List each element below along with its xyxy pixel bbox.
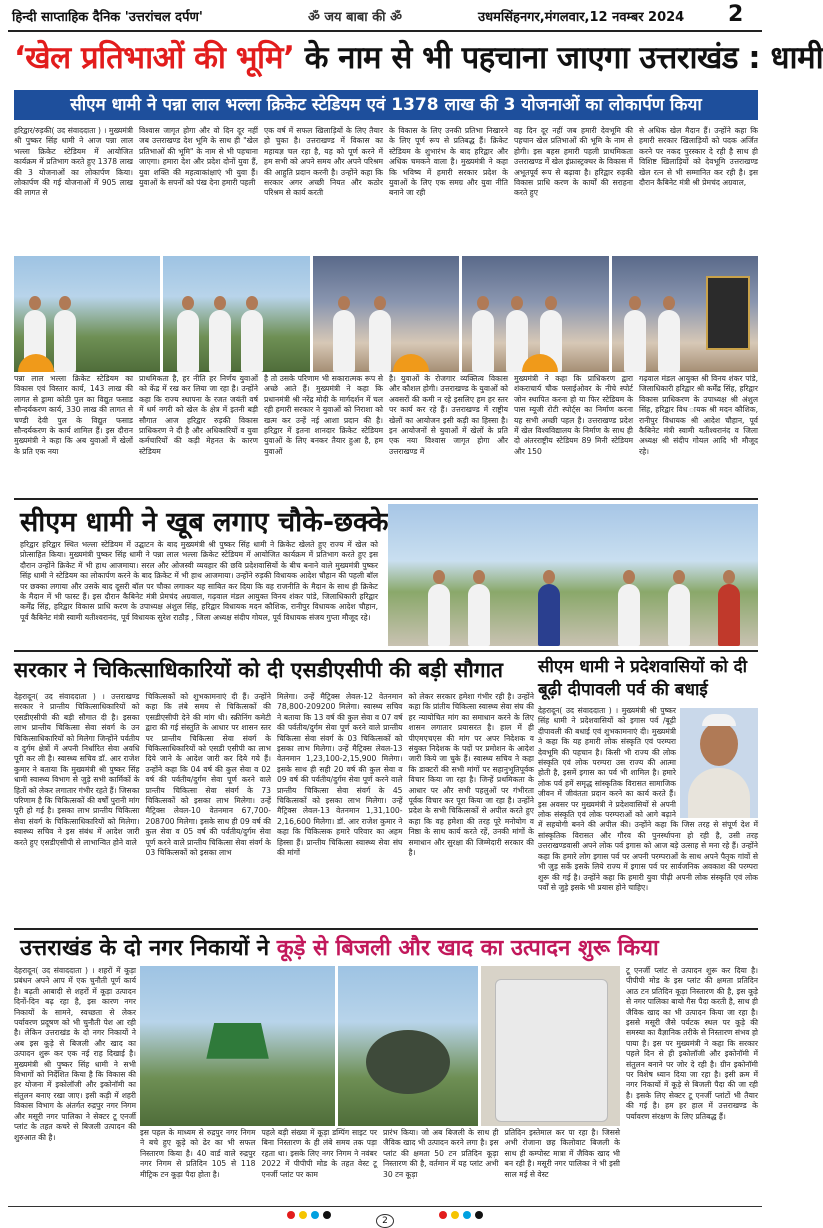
waste-col: प्रारंभ किया। जो अब बिजली के साथ ही जैविक खाद भी उत्पादन करने लगा है। इस प्लांट की क्षमता 50 टन प्रतिदिन कूड़ा निस्तारण की है, वर्तमान में यह प्लांट अभी 30 टन कूड़ा — [383, 1128, 499, 1179]
photo-ceremony-3 — [313, 256, 459, 372]
footer-page-mark: 2 — [376, 1214, 394, 1228]
lead-col: मुख्यमंत्री ने कहा कि प्राधिकरण द्वारा शंकराचार्य चौक फ्लाईओवर के नीचे स्पोर्ट जोन स्थापित करना हो या फिर स्टेडियम के पास म्यूजी रोटी स्पोर्ट्स का निर्माण करना यह सभी अच्छी पहल है। उत्तराखण्ड प्रदेश में खेल विश्वविद्यालय के निर्माण के साथ ही दो अंतरराष्ट्रीय स्टेडियम 89 मिनी स्टेडियम और 150 — [514, 374, 633, 456]
lead-col: है। युवाओं के रोजगार व्यक्तित्व विकास और कौशल होगी। उत्तराखण्ड के युवाओं को अवसरों की कमी न रहे इसलिए हम हर स्तर पर कार्य कर रहे हैं। उत्तराखण्ड में राष्ट्रीय खेलों का आयोजन इसी कड़ी का हिस्सा है। इन आयोजनों से युवाओं में खेलों के प्रति एक नया विश्वास जागृत होगा और उत्तराखण्ड में — [389, 374, 508, 456]
photo-compost-tanks — [338, 966, 477, 1126]
lead-col: प्राथमिकता है, हर नीति हर निर्णय युवाओं को केंद्र में रख कर लिया जा रहा है। उन्होंने कहा कि राज्य स्थापना के रजत जयंती वर्ष में धर्म नगरी को खेल के क्षेत्र में इतनी बड़ी सौगात आज हरिद्वार रुड़की विकास प्राधिकरण ने दी है और अधिकारियों व युवा कर्मचारियों की कड़ी मेहनत के कारण स्टेडियम — [139, 374, 258, 456]
lead-col: के विकास के लिए उनकी प्रतिभा निखारने के लिए पूर्ण रूप से प्रतिबद्ध हैं। क्रिकेट स्टेडियम के शुभारंभ के बाद हरिद्वार और अधिक चमकने वाला है। मुख्यमंत्री ने कहा कि भविष्य में हमारी सरकार प्रदेश के युवाओं के लिए एक समग्र और युवा नीति बनाने जा रही — [389, 126, 508, 198]
igas-block — [538, 706, 758, 926]
photo-ceremony-1 — [14, 256, 160, 372]
medical-col: को लेकर सरकार हमेशा गंभीर रही है। उन्होंने कहा कि प्रांतीय चिकित्सा स्वास्थ्य सेवा संघ की हर न्यायोचित मांग का समाधान करने के लिए शासन लगातार प्रयासरत है। हाल में ही पीएमएचएस की मांग पर अपर निदेशक व संयुक्त निदेशक के पदों पर प्रमोशन के आदेश जारी किये जा चुके हैं। स्वास्थ्य सचिव ने कहा कि डाक्टरों की सभी मांगों पर सहानुभूतिपूर्वक विचार किया जा रहा है। जिन्हें प्रथमिकता के आधार पर और सभी पहलुओं पर गंभीरता पूर्वक विचार कर पूरा किया जा रहा है। उन्होंने प्रदेश के सभी चिकित्सकों से अपील करते हुए कहा कि वह हमेशा की तरह पूरे मनोयोग व निष्ठा के साथ कार्य करते रहें, उनकी मांगों के समाधान और सुरक्षा की जिम्मेदारी सरकार की है। — [408, 692, 534, 858]
lead-photo-strip — [14, 256, 758, 372]
newspaper-name: हिन्दी साप्ताहिक दैनिक 'उत्तरांचल दर्पण' — [12, 10, 203, 25]
medical-columns — [14, 692, 534, 926]
igas-headline: सीएम धामी ने प्रदेशवासियों को दी बूढ़ी दीपावली पर्व की बधाई — [538, 657, 748, 700]
waste-col: पहले बड़ी संख्या में कूड़ा डम्पिंग साइट पर बिना निस्तारण के ही लंबे समय तक पड़ा रहता था। इसके लिए नगर निगम ने नवंबर 2022 में पीपीपी मोड के तहत वेस्ट टू एनर्जी प्लांट पर काम — [261, 1128, 377, 1179]
medical-col: मिलेगा। उन्हें मैट्रिक्स लेवल-12 वेतनमान 78,800-209200 मिलेगा। स्वास्थ्य सचिव ने बताया कि 13 वर्ष की कुल सेवा व 07 वर्ष की पर्वतीय/दुर्गम सेवा पूर्ण करने वाले प्रान्तीय चिकित्सा सेवा संवर्ग के 03 चिकित्सकों को इसका लाभ मिलेगा। उन्हें मैट्रिक्स लेवल-13 वेतनमान 1,23,100-2,15,900 मिलेगा। इसके साथ ही सही 20 वर्ष की कुल सेवा व 09 वर्ष की पर्वतीय/दुर्गम सेवा पूर्ण करने वाले प्रान्तीय चिकित्सा सेवा संवर्ग के 45 चिकित्सकों को इसका लाभ मिलेगा। उन्हें मैट्रिक्स लेवल-13 वेतनमान 1,31,100-2,16,600 मिलेगा। डॉ. आर राजेश कुमार ने कहा कि चिकित्सक हमारे परिवार का अहम हिस्सा हैं। प्रान्तीय चिकित्सा स्वास्थ्य सेवा संघ की मांगों — [277, 692, 403, 858]
lead-columns-bottom — [14, 374, 758, 496]
lead-col: हरिद्वार/रुड़की( उद संवाददाता ) । मुख्यमंत्री श्री पुष्कर सिंह धामी ने आज पन्ना लाल भल्ला क्रिकेट स्टेडियम में आयोजित कार्यक्रम में प्रतिभाग करते हुए 1378 लाख की 3 योजनाओं का लोकार्पण किया। लोकार्पण की गई योजनाओं में 905 लाख की लागत से — [14, 126, 133, 198]
igas-body: देहरादून( उद संवाददाता ) । मुख्यमंत्री श्री पुष्कर सिंह धामी ने प्रदेशवासियों को इगास पर्व /बूढ़ी दीपावली की बधाई एवं शुभकामनाएं दी। मुख्यमंत्री ने कहा कि यह हमारी लोक संस्कृति एवं परम्परा देवभूमि की पहचान है। किसी भी राज्य की लोक संस्कृति एवं लोक परम्परा उस राज्य की आत्मा होती है, इसमें इगास का पर्व भी शामिल है। हमारे लोक पर्व हमें समृद्ध सांस्कृतिक विरासत सामाजिक जीवन में जीवंतता प्रदान करने का कार्य करते हैं। इस अवसर पर मुख्यमंत्री ने प्रदेशवासियों से अपनी लोक संस्कृति एवं लोक परम्पराओं को आगे बढ़ाने में सहयोगी बनने की अपील की। उन्होंने कहा कि जिस तरह से संपूर्ण देश में सांस्कृतिक विरासत और गौरव की पुनर्स्थापना हो रही है, उसी तरह उत्तराखण्डवासी अपने लोक पर्व इगास को आज बड़े उत्साह से मना रहे हैं। उन्होंने कहा कि हमारे लोग इगास पर्व पर अपनी परम्पराओं के साथ अपने पैतृक गांवों से भी जुड़ सकें इसके लिये राज्य में इगास पर्व पर सार्वजनिक अवकाश की परम्परा शुरू की गई है। उन्होंने कहा कि हमारी युवा पीढ़ी अपनी लोक संस्कृति एवं लोक पर्वों से जुड़े इसके भी प्रयास होने चाहिए। — [538, 706, 758, 892]
photo-ceremony-2 — [163, 256, 309, 372]
lead-col: से अधिक खेल मैदान हैं। उन्होंने कहा कि हमारी सरकार खिलाड़ियों को पदक अर्जित करने पर नकद पुरस्कार दे रही है साथ ही विशिष्ट खिलाड़ियों को देवभूमि उत्तराखण्ड खेल रत्न से भी सम्मानित कर रही है। इस दौरान कैबिनेट मंत्री श्री प्रेमचंद अग्रवाल, — [639, 126, 758, 188]
waste-col-right: टू एनर्जी प्लांट से उत्पादन शुरू कर दिया है। पीपीपी मोड के इस प्लांट की क्षमता प्रतिदिन आठ टन प्रतिदिन कूड़ा निस्तारण की है, इस कूड़े से नगर पालिका बायो गैस पैदा करती है, साथ ही जैविक खाद का भी उत्पादन किया जा रहा है। इससे मसूरी जैसे पर्यटक स्थल पर कूड़े की समस्या का वैज्ञानिक तरीके से निस्तारण संभव हो पाया है। इस पर मुख्यमंत्री ने कहा कि सरकार पहले दिन से ही इकोलॉजी और इकोनॉमी में संतुलन बनाने पर जोर दे रही है। ग्रीन इकोनॉमी पर विशेष ध्यान दिया जा रहा है। इसी क्रम में नगर निकायों में कूड़े से बिजली पैदा की जा रही है। इसके लिए सेक्टर टू एनर्जी प्लांटों भी तैयार की गई है। हम हर हाल में उत्तराखण्ड के पर्यावरण संरक्षण के लिए प्रतिबद्ध हैं। — [626, 966, 758, 1121]
waste-col-left: देहरादून( उद संवाददाता ) । शहरों में कूड़ा प्रबंधन अपने आप में एक चुनौती पूर्ण कार्य है। बढ़ती आबादी से शहरों में कूड़ा उत्पादन दिनों-दिन बढ़ रहा है, इस कारण नगर निकायों के सामने, स्वच्छता से लेकर पर्यावरण प्रदूषण को भी चुनौती पेश आ रही है। लेकिन उत्तराखंड के दो नगर निकायों ने अब इस कूड़े से बिजली और खाद का उत्पादन शुरू कर एक नई राह दिखाई है। मुख्यमंत्री श्री पुष्कर सिंह धामी ने सभी विभागों को निर्देशित किया है कि विकास की हर योजना में इकोलॉजी और इकोनॉमी का संतुलन बनाए रखा जाए। इसी कड़ी में शहरी विकास विभाग के अंतर्गत रुद्रपुर नगर निगम और मसूरी नगर पालिका ने सेक्टर टू एनर्जी प्लांट के तहत कचरे से बिजली उत्पादन की शुरुआत की है। — [14, 966, 136, 1142]
photo-ribbon-cutting — [462, 256, 608, 372]
photo-waste-plant — [140, 966, 335, 1126]
lead-headline-quote: ‘खेल प्रतिभाओं की भूमि’ — [14, 40, 295, 76]
masthead — [8, 4, 762, 32]
photo-fertilizer-bag — [481, 966, 620, 1126]
divider — [14, 498, 758, 500]
waste-col: इस पहल के माध्यम से रुद्रपुर नगर निगम ने बचे हुए कूड़े को ढेर का भी सफल निस्तारण किया है। 40 वार्ड वाले रुद्रपुर नगर निगम से प्रतिदिन 105 से 118 मीट्रिक टन कूड़ा पैदा होता है। — [140, 1128, 256, 1179]
lead-col: है तो उसके परिणाम भी सकारात्मक रूप से अच्छे आते हैं। मुख्यमंत्री ने कहा कि प्रधानमंत्री श्री नरेंद्र मोदी के मार्गदर्शन में चल रही हमारी सरकार ने युवाओं को निराशा को खत्म कर उन्हें नई आशा प्रदान की है। हरिद्वार में इतना शानदार क्रिकेट स्टेडियम युवाओं के लिए बनकर तैयार हुआ है, हम युवाओं — [264, 374, 383, 456]
lead-headline-rest: के नाम से भी पहचाना जाएगा उत्तराखंड : धामी — [294, 40, 823, 76]
waste-headline-black: उत्तराखंड के दो नगर निकायों ने — [20, 936, 277, 961]
masthead-slogan: ॐ जय बाबा की ॐ — [308, 10, 402, 25]
medical-col: देहरादून( उद संवाददाता ) । उत्तराखण्ड सरकार ने प्रान्तीय चिकित्साधिकारियों को एसडीएसीपी की बड़ी सौगात दी है। इसका लाभ प्रान्तीय चिकित्सा सेवा संवर्ग के उन चिकित्साधिकारियों को मिलेगा जिन्होंने पर्वतीय व दुर्गम क्षेत्रों में अपनी निर्धारित सेवा अवधि पूरी कर ली है। स्वास्थ्य सचिव डॉ. आर राजेश कुमार ने बताया कि मुख्यमंत्री श्री पुष्कर सिंह धामी स्वास्थ्य विभाग से जुड़े सभी कार्मिकों के हितों को लेकर लगातार गंभीर रहते हैं। जिसका परिणाम है कि चिकित्सकों की वर्षों पुरानी मांग पूरी हो गई है। इसका लाभ प्रान्तीय चिकित्सा सेवा संवर्ग के चिकित्साधिकारियों को मिलेगा। स्वास्थ्य सचिव ने इस संबंध में आदेश जारी करते हुए एसडीएसीपी से लाभान्वित होने वाले — [14, 692, 140, 847]
color-registration-dots-left — [285, 1215, 336, 1226]
cm-portrait — [680, 708, 758, 818]
cricket-body: हरिद्वार हरिद्वार स्थित भल्ला स्टेडियम में उद्घाटन के बाद मुख्यमंत्री श्री पुष्कर सिंह धामी ने क्रिकेट खेलते हुए राज्य में खेल को प्रोत्साहित किया। मुख्यमंत्री पुष्कर सिंह धामी ने पन्ना लाल भल्ला क्रिकेट स्टेडियम में आयोजित कार्यक्रम में प्रतिभाग करते हुए इस दौरान उन्होंने क्रिकेट में भी हाथ आजमाया। सरल और ओजस्वी व्यवहार की छवि प्रदेशवासियों के बीच बनाने वाले मुख्यमंत्री पुष्कर सिंह धामी ने स्टेडियम का लोकार्पण करने के बाद क्रिकेट में भी हाथ आजमाया। उन्होंने रुड़की विधायक आदेश चौहान की पहली बॉल पर छक्का लगाया और उसके बाद दूसरी बॉल पर चौका लगाकर यह साबित कर दिया कि वह राजनीति के मैदान के साथ ही क्रिकेट के मैदान में भी फास्ट हैं। इस दौरान कैबिनेट मंत्री प्रेमचंद अग्रवाल, गढ़वाल मंडल आयुक्त विनय शंकर पांडे, जिलाधिकारी हरिद्वार कर्मेंद्र सिंह, हरिद्वार विकास प्राधि करण के उपाध्यक्ष अंशुल सिंह, हरिद्वार विधायक मदन कौशिक, रानीपुर विधायक आदेश चौहान, पूर्व कैबिनेट मंत्री स्वामी यतीश्वरानंद, पूर्व विधायक सुरेश राठौड़ , जिला अध्यक्ष संदीप गोयल, पूर्व विधायक संजय गुप्ता मौजूद रहे। — [20, 540, 378, 622]
lead-col: वह दिन दूर नहीं जब हमारी देवभूमि की पहचान खेल प्रतिभाओं की भूमि के नाम से होगी। इस बहस हमारी पहली प्राथमिकता उत्तराखण्ड में खेल इंफ्रास्ट्रक्चर के विकास में अभूतपूर्व रूप से बढ़ावा है। हरिद्वार रुड़की विकास प्राधि करण के कार्यों की सराहना करते हुए — [514, 126, 633, 198]
page-footer — [8, 1206, 762, 1226]
photo-plaque-unveiling — [612, 256, 758, 372]
lead-col: गढ़वाल मंडल आयुक्त श्री विनय शंकर पांडे, जिलाधिकारी हरिद्वार श्री कर्मेंद्र सिंह, हरिद्वार विकास प्राधिकरण के उपाध्यक्ष श्री अंशुल सिंह, हरिद्वार विध ायक श्री मदन कौशिक, रानीपुर विधायक श्री आदेश चौहान, पूर्व कैबिनेट मंत्री स्वामी यतीश्वरानंद व जिला अध्यक्ष श्री संदीप गोयल आदि भी मौजूद रहे। — [639, 374, 758, 456]
lead-col: पन्ना लाल भल्ला क्रिकेट स्टेडियम का विकास एवं विस्तार कार्य, 143 लाख की लागत से ड्रामा कोठी पुल का विद्युत फसाड सौन्दर्यकरण कार्य, 330 लाख की लागत से चण्डी देवी पुल के विद्युत फसाड सौन्दर्यकरण के कार्य शामिल हैं। इस दौरान मुख्यमंत्री ने कहा कि अब युवाओं में खेलों के प्रति एक नया — [14, 374, 133, 456]
waste-photos — [140, 966, 620, 1126]
page-number: 2 — [728, 2, 744, 27]
lead-col: विश्वास जागृत होगा और वो दिन दूर नहीं जब उत्तराखण्ड देश भूमि के साथ ही "खेल प्रतिभाओं की भूमि" के नाम से भी पहचाना जाएगा। हमारा देश और प्रदेश दोनों युवा हैं, युवा शक्ति की महत्वाकांक्षाएं भी युवा हैं। युवाओं के सपनों को पंख देना हमारी पहली — [139, 126, 258, 188]
waste-headline-colored: कूड़े से बिजली और खाद का उत्पादन शुरू किया — [276, 936, 659, 961]
color-registration-dots-right — [437, 1215, 485, 1226]
lead-col: एक वर्ष में सफल खिलाड़ियों के लिए तैयार हो चुका है। उत्तराखण्ड में विकास का महायज्ञ चल रहा है, यह को पूर्ण करने में हम सभी को अपने समय और अपने परिश्रम की आहुति प्रदान करनी है। उन्होंने कहा कि सरकार अगर अच्छी नियत और कठोर परिश्रम से कार्य करती — [264, 126, 383, 198]
lead-columns-top — [14, 126, 758, 254]
lead-headline — [14, 36, 823, 86]
divider — [14, 650, 758, 652]
waste-headline — [20, 932, 659, 962]
waste-col: प्रतिदिन इस्तेमाल कर पा रहा है। जिससे अभी रोजाना छह किलोवाट बिजली के साथ ही कम्पोस्ट मात्रा में जैविक खाद भी बन रही है। मसूरी नगर पालिका ने भी इसी साल मई से वेस्ट — [504, 1128, 620, 1179]
cricket-photo — [388, 504, 758, 646]
lead-subhead: सीएम धामी ने पन्ना लाल भल्ला क्रिकेट स्टेडियम एवं 1378 लाख की 3 योजनाओं का लोकार्पण किया — [14, 90, 758, 120]
issue-date: उधमसिंहनगर,मंगलवार,12 नवम्बर 2024 — [478, 10, 685, 25]
medical-headline: सरकार ने चिकित्साधिकारियों को दी एसडीएसीपी की बड़ी सौगात — [14, 658, 503, 682]
waste-columns-mid — [140, 1128, 620, 1204]
cricket-headline: सीएम धामी ने खूब लगाए चौके-छक्के — [20, 507, 389, 538]
divider — [14, 928, 758, 930]
medical-col: चिकित्सकों को शुभकामनाएं दी हैं। उन्होंने कहा कि लंबे समय से चिकित्सकों की एसडीएसीपी देने की मांग थी। स्क्रीनिंग कमेटी द्वारा की गई संस्तुति के आधार पर शासन स्तर पर प्रान्तीय चिकित्सा सेवा संवर्ग के चिकित्साधिकारियों को एसडी एसीपी का लाभ दिये जाने के आदेश जारी कर दिये गये हैं। उन्होंने कहा कि 04 वर्ष की कुल सेवा व 02 वर्ष की पर्वतीय/दुर्गम सेवा पूर्ण करने वाले प्रान्तीय चिकित्सा सेवा संवर्ग के 73 चिकित्सकों को इसका लाभ मिलेगा। उन्हें मैट्रिक्स लेवल-10 वेतनमान 67,700- 208700 मिलेगा। इसके साथ ही 09 वर्ष की कुल सेवा व 05 वर्ष की पर्वतीय/दुर्गम सेवा पूर्ण करने वाले प्रान्तीय चिकित्सा सेवा संवर्ग के 03 चिकित्सकों को इसका लाभ — [145, 692, 271, 858]
